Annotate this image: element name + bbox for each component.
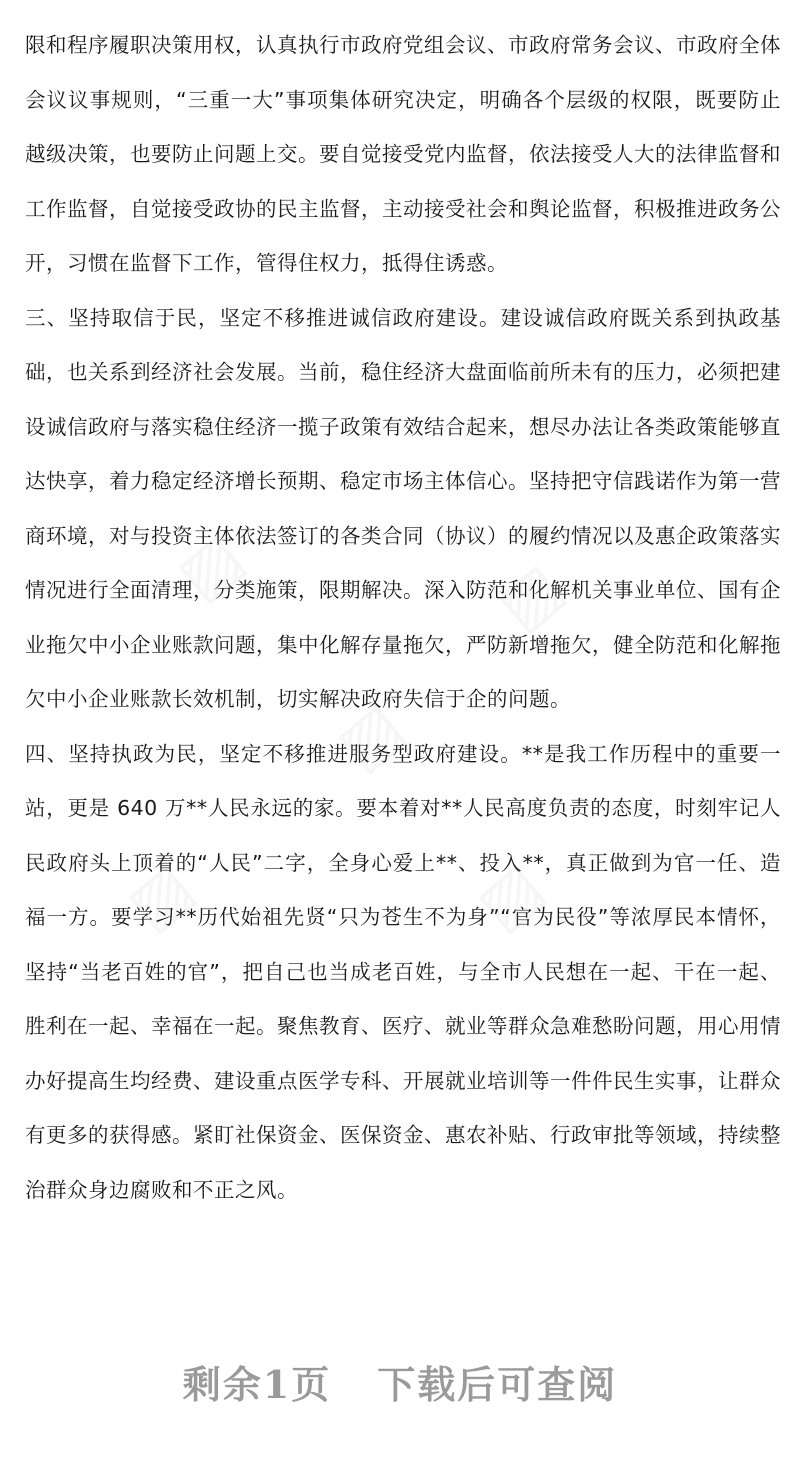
- watermark-mark: ▨: [483, 549, 578, 645]
- download-hint-label: 下载后可查阅: [377, 1362, 618, 1407]
- remaining-pages-label: 剩余1页: [182, 1362, 332, 1407]
- watermark-mark: ▨: [163, 519, 258, 615]
- watermark-mark: ▨: [463, 849, 558, 945]
- document-body: [25, 18, 781, 1217]
- watermark-mark: ▨: [323, 689, 418, 785]
- download-prompt[interactable]: [0, 1354, 800, 1409]
- paragraph-section-three: 三、坚持取信于民，坚定不移推进诚信政府建设。建设诚信政府既关系到执政基础，也关系到经济社会发展。当前，稳住经济大盘面临前所未有的压力，必须把建设诚信政府与落实稳住经济一揽子政策有效结合起来，想尽办法让各类政策能够直达快享，着力稳定经济增长预期、稳定市场主体信心。坚持把守信践诺作为第一营商环境，对与投资主体依法签订的各类合同（协议）的履约情况以及惠企政策落实情况进行全面清理，分类施策，限期解决。深入防范和化解机关事业单位、国有企业拖欠中小企业账款问题，集中化解存量拖欠，严防新增拖欠，健全防范和化解拖欠中小企业账款长效机制，切实解决政府失信于企的问题。: [25, 305, 781, 711]
- paragraph-section-four: 四、坚持执政为民，坚定不移推进服务型政府建设。**是我工作历程中的重要一站，更是 640 万**人民永远的家。要本着对**人民高度负责的态度，时刻牢记人民政府头上顶着的“人民”二字，全身心爱上**、投入**，真正做到为官一任、造福一方。要学习**历代始祖先贤“只为苍生不为身”“官为民役”等浓厚民本情怀，坚持“当老百姓的官”，把自己也当成老百姓，与全市人民想在一起、干在一起、胜利在一起、幸福在一起。聚焦教育、医疗、就业等群众急难愁盼问题，用心用情办好提高生均经费、建设重点医学专科、开展就业培训等一件件民生实事，让群众有更多的获得感。紧盯社保资金、医保资金、惠农补贴、行政审批等领域，持续整治群众身边腐败和不正之风。: [25, 741, 781, 1202]
- paragraph-continuation: 限和程序履职决策用权，认真执行市政府党组会议、市政府常务会议、市政府全体会议议事规则，“三重一大”事项集体研究决定，明确各个层级的权限，既要防止越级决策，也要防止问题上交。要自觉接受党内监督，依法接受人大的法律监督和工作监督，自觉接受政协的民主监督，主动接受社会和舆论监督，积极推进政务公开，习惯在监督下工作，管得住权力，抵得住诱惑。: [25, 33, 781, 275]
- watermark-mark: ▨: [113, 849, 208, 945]
